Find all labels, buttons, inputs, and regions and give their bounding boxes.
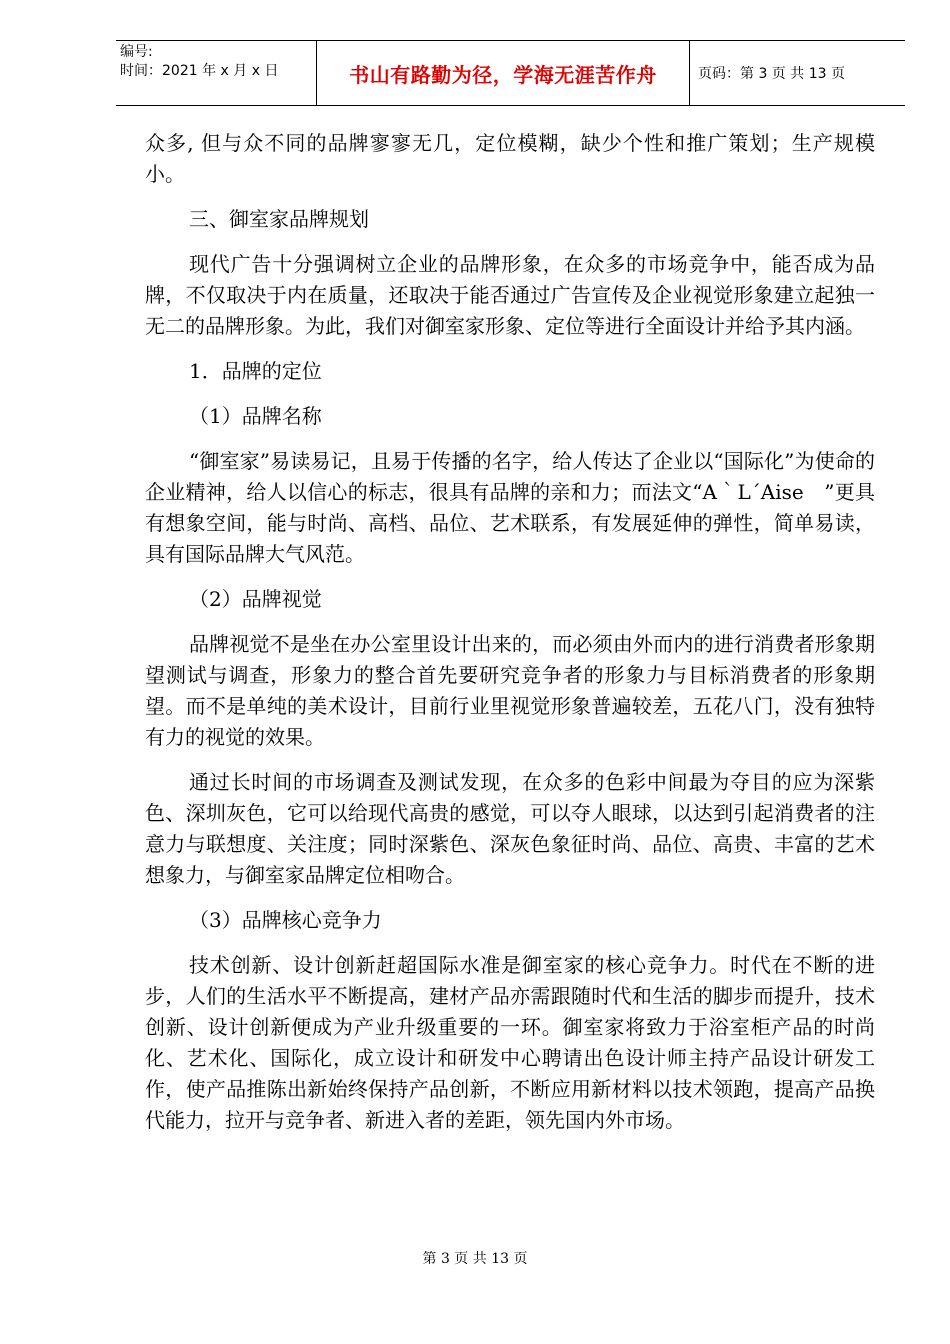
paragraph-brand-visual: 品牌视觉不是坐在办公室里设计出来的，而必须由外而内的进行消费者形象期望测试与调查，形象力的整合首先要研究竞争者的形象力与目标消费者的形象期望。而不是单纯的美术设计，目前行业里视觉形象普遍较差，五花八门，没有独特有力的视觉的效果。 <box>145 632 875 749</box>
document-body <box>145 128 875 1136</box>
header-info-cell <box>116 41 316 105</box>
item-heading-core-competence: （3）品牌核心竞争力 <box>189 908 382 932</box>
item-heading-brand-visual: （2）品牌视觉 <box>189 587 322 611</box>
paragraph-core-competence: 技术创新、设计创新赶超国际水准是御室家的核心竞争力。时代在不断的进步，人们的生活水平不断提高，建材产品亦需跟随时代和生活的脚步而提升，技术创新、设计创新便成为产业升级重要的一环。御室家将致力于浴室柜产品的时尚化、艺术化、国际化，成立设计和研发中心聘请出色设计师主持产品设计研发工作，使产品推陈出新始终保持产品创新，不断应用新材料以技术领跑，提高产品换代能力，拉开与竞争者、新进入者的差距，领先国内外市场。 <box>145 953 875 1132</box>
paragraph-continued: 众多, 但与众不同的品牌寥寥无几，定位模糊，缺少个性和推广策划；生产规模小。 <box>145 131 875 186</box>
document-time-label: 时间：2021 年 x 月 x 日 <box>120 63 279 79</box>
subsection-heading-brand-positioning: 1．品牌的定位 <box>189 359 322 383</box>
section-heading-brand-planning: 三、御室家品牌规划 <box>189 207 369 231</box>
paragraph-brand-image: 现代广告十分强调树立企业的品牌形象，在众多的市场竞争中，能否成为品牌，不仅取决于内在质量，还取决于能否通过广告宣传及企业视觉形象建立起独一无二的品牌形象。为此，我们对御室家形象、定位等进行全面设计并给予其内涵。 <box>145 252 875 338</box>
paragraph-brand-colors: 通过长时间的市场调查及测试发现，在众多的色彩中间最为夺目的应为深紫色、深圳灰色，它可以给现代高贵的感觉，可以夺人眼球，以达到引起消费者的注意力与联想度、关注度；同时深紫色、深灰色象征时尚、品位、高贵、丰富的艺术想象力，与御室家品牌定位相吻合。 <box>145 770 875 887</box>
header-page-code: 页码：第 3 页 共 13 页 <box>698 66 845 82</box>
paragraph-brand-name: “御室家”易读易记，且易于传播的名字，给人传达了企业以“国际化”为使命的企业精神，给人以信心的标志，很具有品牌的亲和力；而法文“A｀L´Aise ”更具有想象空间，能与时尚、高档、品位、艺术联系，有发展延伸的弹性，简单易读，具有国际品牌大气风范。 <box>145 449 875 566</box>
header-motto-cell <box>316 41 690 105</box>
page-header <box>116 40 905 106</box>
page-footer: 第 3 页 共 13 页 <box>422 1251 528 1267</box>
document-number-label: 编号: <box>120 44 153 60</box>
header-motto: 书山有路勤为径，学海无涯苦作舟 <box>349 62 657 87</box>
item-heading-brand-name: （1）品牌名称 <box>189 404 322 428</box>
